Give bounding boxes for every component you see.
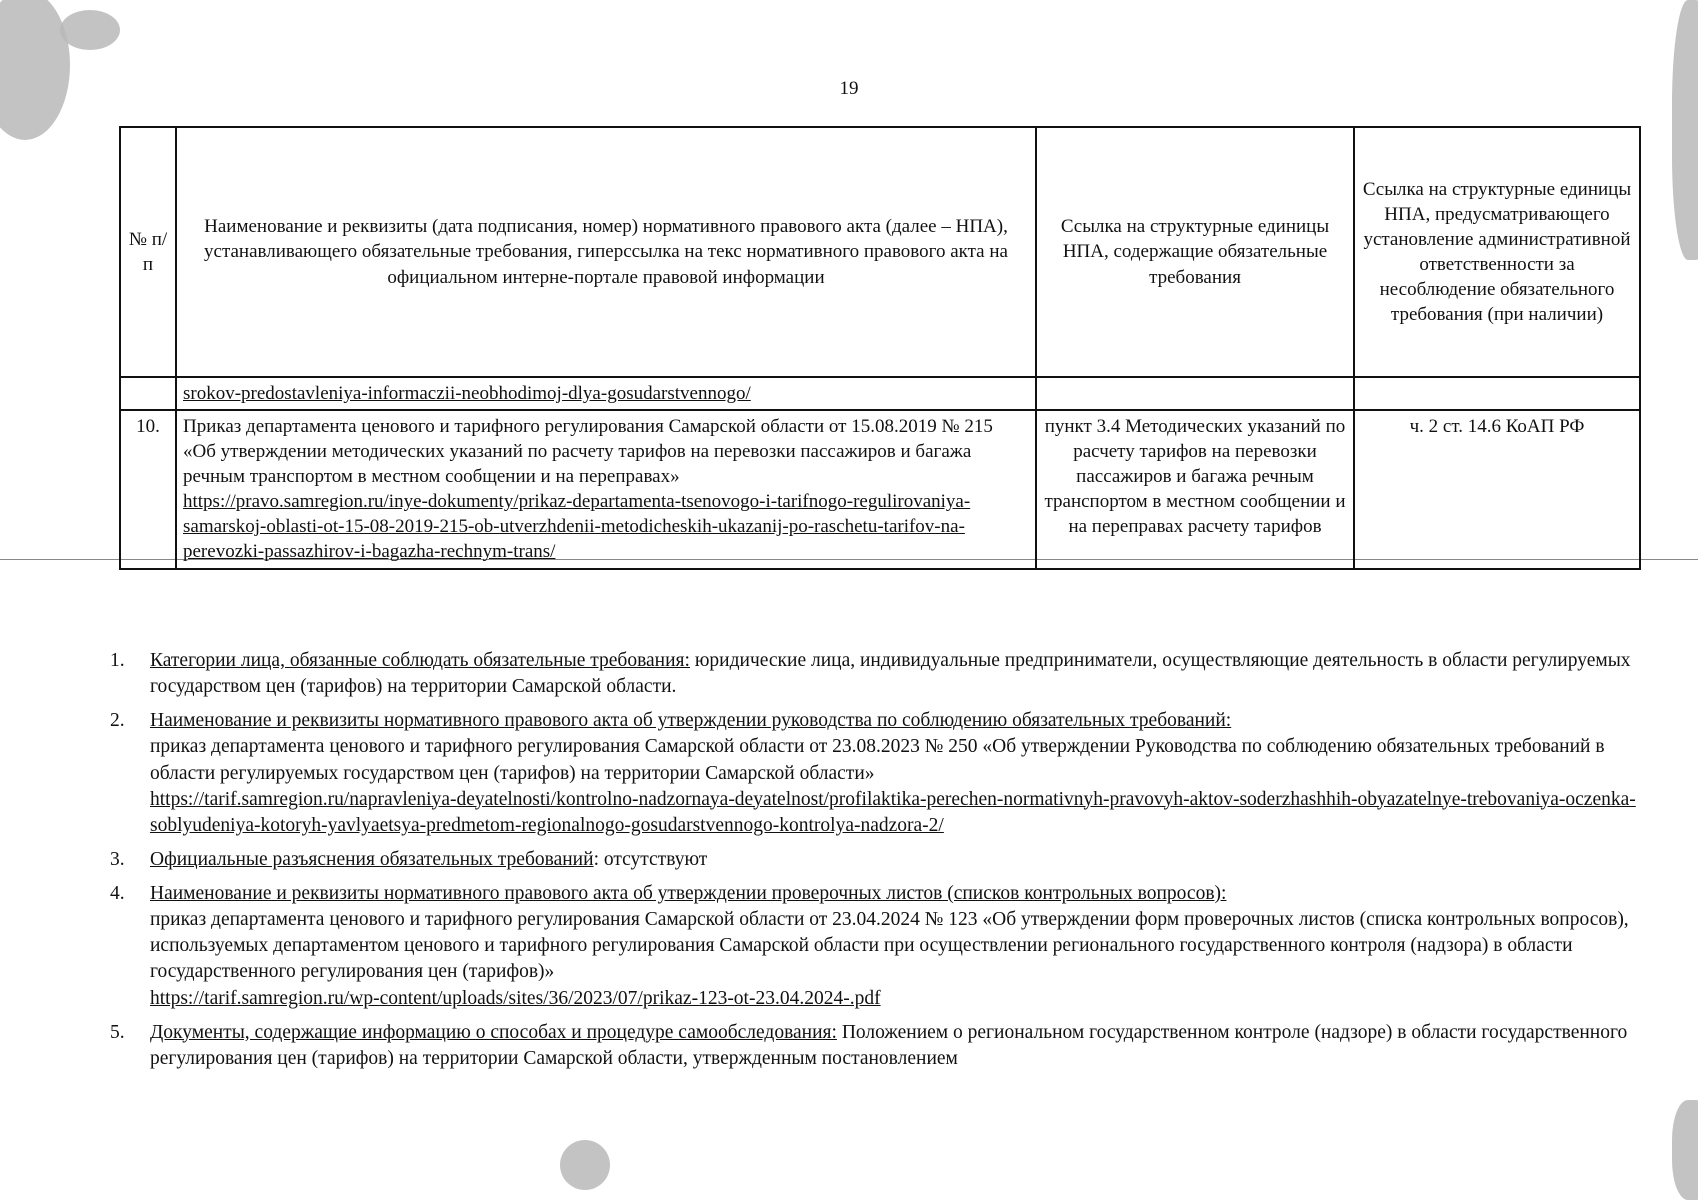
header-responsibility: Ссылка на структурные единицы НПА, предусматривающего установление административной ответственности за несоблюдение обязательного требования (при наличии) (1354, 127, 1640, 377)
list-item (110, 708, 1650, 839)
cell-empty (1036, 377, 1354, 410)
list-text: юридические лица, индивидуальные предприниматели, осуществляющие деятельность в области регулируемых государством цен (тарифов) на территории Самарской области. (150, 650, 1631, 698)
list-link[interactable]: https://tarif.samregion.ru/wp-content/uploads/sites/36/2023/07/prikaz-123-ot-23.04.2024-.pdf (150, 987, 881, 1009)
header-requirements: Ссылка на структурные единицы НПА, содержащие обязательные требования (1036, 127, 1354, 377)
list-index: 2. (110, 710, 125, 732)
list-index: 1. (110, 650, 125, 671)
list-heading: Официальные разъяснения обязательных требований (150, 848, 594, 870)
cell-empty (1354, 377, 1640, 410)
page-number: 19 (839, 78, 859, 99)
list-item (110, 648, 1650, 700)
scan-smudge-right (1672, 0, 1698, 260)
cell-act (176, 410, 1036, 568)
list-heading: Наименование и реквизиты нормативного правового акта об утверждении руководства по соблюдению обязательных требований: (150, 710, 1232, 732)
act-title: Приказ департамента ценового и тарифного регулирования Самарской области от 15.08.2019 № 215 «Об утверждении методических указаний по расчету тарифов на перевозки пассажиров и багажа речным транспортом в местном сообщении и на переправах» (183, 416, 993, 488)
table-row-continuation (120, 377, 1640, 410)
header-act-name: Наименование и реквизиты (дата подписания, номер) нормативного правового акта (далее – НПА), устанавливающего обязательные требования, гиперссылка на текс нормативного правового акта на официальном интерне-портале правовой информации (176, 127, 1036, 377)
scan-smudge-bottom (560, 1140, 610, 1190)
table-header-row (120, 127, 1640, 377)
cell-responsibility: ч. 2 ст. 14.6 КоАП РФ (1354, 410, 1640, 568)
cell-link-tail[interactable] (176, 377, 1036, 410)
list-text: Положением о региональном государственном контроле (надзоре) в области государственного регулирования цен (тарифов) на территории Самарской области, утвержденным постановлением (150, 1021, 1628, 1069)
list-text: приказ департамента ценового и тарифного регулирования Самарской области от 23.08.2023 № 250 «Об утверждении Руководства по соблюдению обязательных требований в области регулируемых государством цен (тарифов) на территории Самарской области» (150, 736, 1605, 784)
cell-num: 10. (120, 410, 176, 568)
list-item (110, 881, 1650, 1012)
scan-smudge-top-left (0, 0, 70, 140)
scan-smudge-bottom-right (1672, 1100, 1698, 1200)
list-heading: Категории лица, обязанные соблюдать обязательные требования: (150, 650, 690, 671)
list-index: 5. (110, 1021, 125, 1043)
list-text: : отсутствуют (593, 848, 708, 870)
scan-smudge-top-left-2 (60, 10, 120, 50)
list-item (110, 1020, 1650, 1072)
list-text: приказ департамента ценового и тарифного регулирования Самарской области от 23.04.2024 № 123 «Об утверждении форм проверочных листов (списка контрольных вопросов), используемых департаментом ценового и тарифного регулирования Самарской области при осуществлении регионального государственного контроля (надзора) в области государственного регулирования цен (тарифов)» (150, 909, 1629, 983)
cell-requirements: пункт 3.4 Методических указаний по расчету тарифов на перевозки пассажиров и багажа речным транспортом в местном сообщении и на переправах расчету тарифов (1036, 410, 1354, 568)
list-link[interactable]: https://tarif.samregion.ru/napravleniya-deyatelnosti/kontrolno-nadzornaya-deyatelnost/profilaktika-perechen-normativnyh-pravovyh-aktov-soderzhashhih-obyazatelnye-trebovaniya-oczenka-soblyudeniya-kotoryh-yavlyaetsya-predmetom-regionalnogo-gosudarstvennogo-kontrolya-nadzora-2/ (150, 788, 1636, 836)
list-heading: Документы, содержащие информацию о способах и процедуре самообследования: (150, 1021, 837, 1043)
header-num: № п/п (120, 127, 176, 377)
link-tail[interactable]: srokov-predostavleniya-informaczii-neobhodimoj-dlya-gosudarstvennogo/ (183, 383, 751, 404)
npa-table (119, 126, 1641, 570)
list-item (110, 847, 1650, 873)
list-index: 4. (110, 883, 125, 904)
table-row (120, 410, 1640, 568)
cell-num-empty (120, 377, 176, 410)
notes-list (110, 648, 1650, 1080)
act-link[interactable]: https://pravo.samregion.ru/inye-dokumenty/prikaz-departamenta-tsenovogo-i-tarifnogo-regulirovaniya-samarskoj-oblasti-ot-15-08-2019-215-ob-utverzhdenii-metodicheskih-ukazanij-po-raschetu-tarifov-na-perevozki-passazhirov-i-bagazha-rechnym-trans/ (183, 491, 971, 563)
list-heading: Наименование и реквизиты нормативного правового акта об утверждении проверочных листов (списков контрольных вопросов): (150, 883, 1227, 904)
list-index: 3. (110, 848, 125, 870)
